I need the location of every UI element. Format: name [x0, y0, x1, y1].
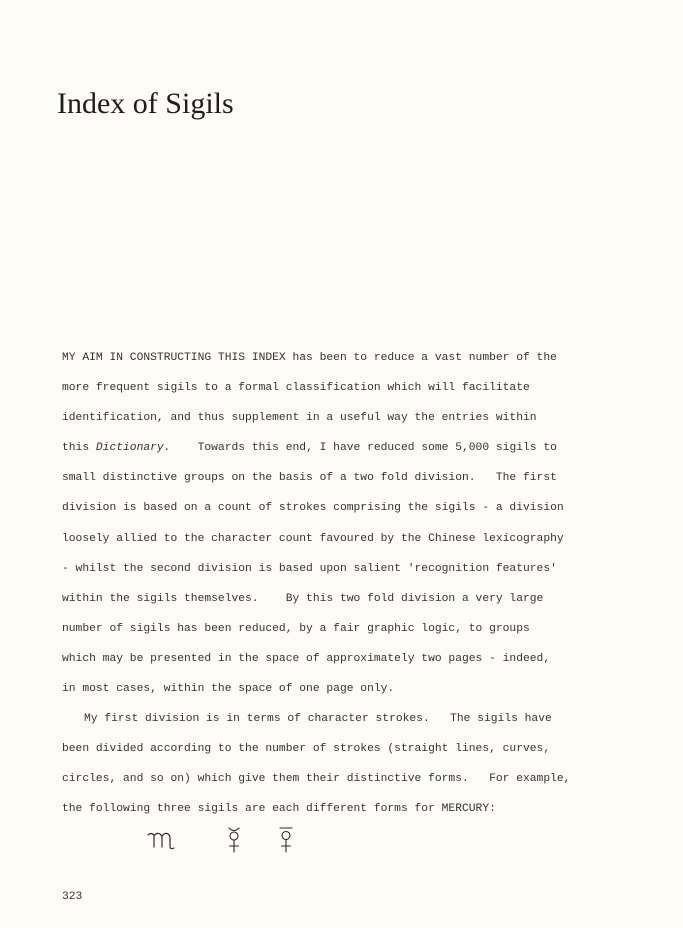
- paragraph-line: in most cases, within the space of one page only.: [62, 683, 395, 696]
- mercury-sigils: [140, 826, 320, 858]
- paragraph-line: small distinctive groups on the basis of a two fold division. The first: [62, 472, 557, 485]
- body-text: [62, 347, 662, 829]
- paragraph-line: - whilst the second division is based upon salient 'recognition features': [62, 562, 557, 575]
- line-text: this: [62, 442, 96, 455]
- paragraph-line: identification, and thus supplement in a useful way the entries within: [62, 412, 537, 425]
- paragraph-line: loosely allied to the character count favoured by the Chinese lexicography: [62, 532, 564, 545]
- paragraph-line: within the sigils themselves. By this two fold division a very large: [62, 592, 544, 605]
- paragraph-line: number of sigils has been reduced, by a fair graphic logic, to groups: [62, 622, 530, 635]
- paragraph-line: been divided according to the number of strokes (straight lines, curves,: [62, 743, 551, 756]
- paragraph-line: [62, 437, 662, 467]
- paragraph-line: circles, and so on) which give them their distinctive forms. For example,: [62, 773, 571, 786]
- paragraph-line: MY AIM IN CONSTRUCTING THIS INDEX has been to reduce a vast number of the: [62, 352, 557, 364]
- mercury-variant-symbol-icon: [276, 826, 296, 856]
- dictionary-title: Dictionary.: [95, 442, 171, 455]
- mercury-m-sigil-icon: [146, 826, 182, 854]
- line-text: Towards this end, I have reduced some 5,000 sigils to: [170, 442, 557, 455]
- paragraph-line: My first division is in terms of character strokes. The sigils have: [84, 713, 552, 726]
- paragraph-line: more frequent sigils to a formal classification which will facilitate: [62, 382, 530, 395]
- page-title: Index of Sigils: [57, 87, 234, 120]
- page-number: 323: [62, 891, 83, 903]
- paragraph-line: which may be presented in the space of approximately two pages - indeed,: [62, 652, 551, 665]
- paragraph-line: division is based on a count of strokes comprising the sigils - a division: [62, 502, 564, 515]
- paragraph-line: the following three sigils are each different forms for MERCURY:: [62, 803, 496, 816]
- mercury-symbol-icon: [224, 826, 244, 856]
